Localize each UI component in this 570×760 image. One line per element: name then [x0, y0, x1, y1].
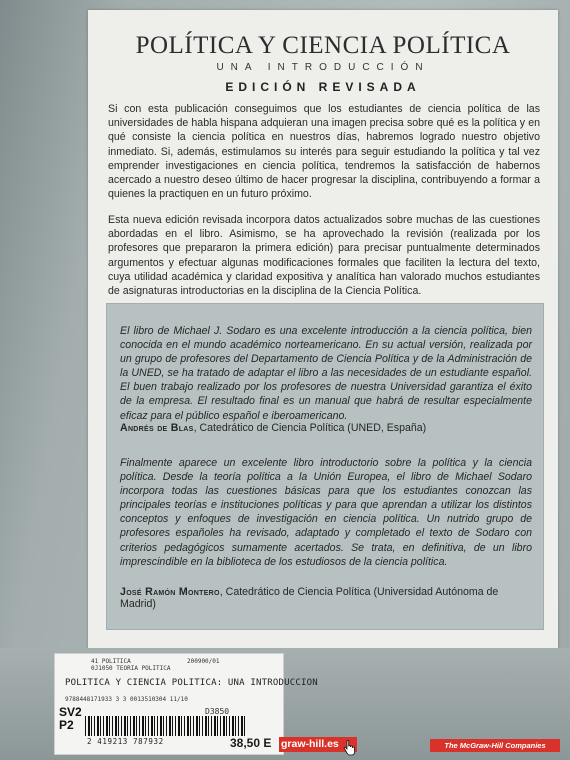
book-title: POLÍTICA Y CIENCIA POLÍTICA — [135, 32, 511, 59]
review-author-role-2: , Catedrático de Ciencia Política (Universidad Autónoma de Madrid) — [120, 586, 499, 610]
reviews-box — [106, 303, 544, 630]
sticker-subject: 0J1050 TEORIA POLITICA — [91, 665, 171, 672]
price-text: 38,50 E — [230, 736, 272, 750]
description-paragraph-1: Si con esta publicación conseguimos que los estudiantes de ciencia política de las universidades de habla hispana adquieran una imagen precisa sobre qué es la política y en qué consiste la ciencia política en nuestros días, habremos logrado nuestro objetivo inmediato. Si, además, estimulamos su interés para seguir estudiando la política y tal vez emprender investigaciones en ciencia política, tendremos la satisfacción de habernos acercado a nuestro deseo último de hacer progresar la disciplina, contribuyendo a formar a quienes la practiquen en un futuro próximo. — [108, 103, 540, 201]
barcode — [85, 716, 245, 736]
review-quote-2: Finalmente aparece un excelente libro introductorio sobre la política y la ciencia política. Desde la teoría política a la Unión Europea, el libro de Michael Sodaro incorpora todas las cuestiones básicas para que los estudiantes conozcan las principales teorías e instituciones políticas y para que aprendan a utilizar los distintos conceptos y enfoques de investigación en ciencia política. Un nutrido grupo de profesores españoles ha revisado, adaptado y completado el texto de Sodaro con criterios pedagógicos sumamente acertados. Se trata, en definitiva, de un libro imprescindible en la biblioteca de los estudiosos de la ciencia política. — [120, 457, 532, 568]
description-paragraph-2: Esta nueva edición revisada incorpora datos actualizados sobre muchas de las cuestiones abordadas en el libro. Asimismo, se ha aprovechado la revisión (realizada por los profesores que prepararon la primera edición) para precisar puntualmente determinados argumentos y efectuar algunas modificaciones formales que faciliten la lectura del texto, cuya utilidad académica y claridad expositiva y analítica han valorado muchos estudiantes de asignaturas introductorias en la disciplina de la Ciencia Política. — [108, 214, 540, 298]
publisher-website[interactable]: graw-hill.es — [279, 737, 357, 752]
sticker-book-title: POLITICA Y CIENCIA POLITICA: UNA INTRODUCCION — [65, 678, 318, 688]
review-author-role-1: , Catedrático de Ciencia Política (UNED, España) — [193, 422, 427, 434]
review-author-name-1: Andrés de Blas — [120, 422, 194, 434]
sticker-category: 41 POLITICA — [91, 658, 131, 665]
sticker-isbn-line: 9788448171933 3 3 0013510304 11/10 — [65, 696, 188, 703]
book-edition: EDICIÓN REVISADA — [225, 80, 421, 94]
review-author-name-2: José Ramón Montero — [120, 586, 220, 598]
review-author-1 — [120, 422, 532, 434]
review-author-2 — [120, 586, 532, 610]
publisher-logo: The McGraw-Hill Companies — [430, 739, 560, 752]
sticker-ref: 200900/01 — [187, 658, 220, 665]
back-cover-panel — [88, 10, 558, 650]
review-quote-1: El libro de Michael J. Sodaro es una excelente introducción a la ciencia política, bien conocida en el mundo académico norteamericano. En su actual versión, realizada por un grupo de profesores del Departamento de Ciencia Política y de la Administración de la UNED, se ha tratado de adaptar el libro a las necesidades de un estudiante español. El buen trabajo realizado por los profesores de nuestra Universidad garantiza el éxito de la empresa. El resultado final es un manual que habrá de resultar especialmente eficaz para el público español e iberoamericano. — [120, 325, 532, 422]
hand-cursor-icon — [342, 740, 356, 756]
sticker-code: D3850 — [205, 707, 230, 716]
book-subtitle: UNA INTRODUCCIÓN — [216, 62, 430, 73]
sticker-shelf: SV2 P2 — [59, 705, 82, 732]
barcode-number: 2 419213 787932 — [87, 737, 164, 746]
